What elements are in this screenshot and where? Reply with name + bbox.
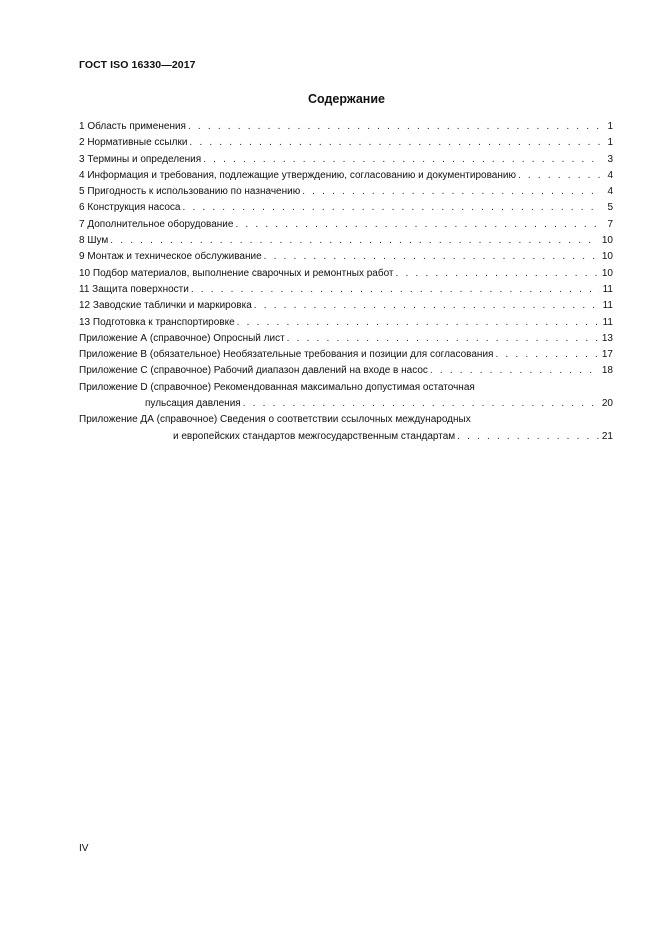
toc-entry[interactable]	[79, 233, 613, 249]
toc-entry-page: 4	[607, 186, 613, 198]
toc-entry-page: 10	[601, 235, 613, 247]
toc-entry-continuation[interactable]	[79, 396, 613, 412]
toc-entry-title: Приложение В (обязательное) Необязательные требования и позиции для согласования	[79, 349, 494, 361]
toc-entry-title: 13 Подготовка к транспортировке	[79, 316, 235, 328]
toc-entry[interactable]	[79, 315, 613, 331]
toc-entry-title: 6 Конструкция насоса	[79, 202, 181, 214]
toc-entry-title: 7 Дополнительное оборудование	[79, 218, 234, 230]
toc-entry-page: 13	[601, 332, 613, 344]
toc-entry[interactable]	[79, 217, 613, 233]
toc-entry-page: 17	[601, 349, 613, 361]
toc-entry-title: Приложение D (справочное) Рекомендованная максимально допустимая остаточная	[79, 381, 475, 393]
toc-leader-dots	[264, 249, 599, 265]
toc-leader-dots	[189, 135, 600, 151]
toc-entry[interactable]	[79, 135, 613, 151]
toc-entry[interactable]	[79, 168, 613, 184]
document-code: ГОСТ ISO 16330—2017	[79, 59, 196, 71]
toc-entry-page: 4	[607, 169, 613, 181]
toc-entry-title: 2 Нормативные ссылки	[79, 137, 188, 149]
toc-entry[interactable]	[79, 363, 613, 379]
toc-entry-title: 9 Монтаж и техническое обслуживание	[79, 251, 262, 263]
toc-leader-dots	[457, 429, 599, 445]
toc-entry-page: 5	[607, 202, 613, 214]
toc-leader-dots	[191, 282, 600, 298]
toc-leader-dots	[254, 298, 600, 314]
toc-entry-title: 10 Подбор материалов, выполнение сварочных и ремонтных работ	[79, 267, 394, 279]
toc-entry-page: 11	[602, 283, 613, 295]
toc-leader-dots	[188, 119, 600, 135]
toc-entry[interactable]	[79, 412, 613, 428]
toc-entry-page: 11	[602, 316, 613, 328]
toc-leader-dots	[110, 233, 599, 249]
toc-leader-dots	[430, 363, 599, 379]
toc-entry-title: 5 Пригодность к использованию по назначению	[79, 186, 301, 198]
toc-entry[interactable]	[79, 380, 613, 396]
toc-entry-page: 11	[602, 300, 613, 312]
toc-entry-title: 3 Термины и определения	[79, 153, 202, 165]
toc-entry-page: 21	[601, 430, 613, 442]
toc-leader-dots	[302, 184, 600, 200]
toc-leader-dots	[203, 152, 600, 168]
toc-entry[interactable]	[79, 184, 613, 200]
toc-entry-page: 7	[607, 218, 613, 230]
toc-entry-title: 1 Область применения	[79, 121, 186, 132]
toc-entry-continuation[interactable]	[79, 429, 613, 445]
toc-entry[interactable]	[79, 298, 613, 314]
toc-entry-title: Приложение ДА (справочное) Сведения о соответствии ссылочных международных	[79, 414, 471, 426]
toc-entry-page: 1	[607, 137, 613, 149]
toc-leader-dots	[495, 347, 598, 363]
toc-leader-dots	[182, 200, 600, 216]
toc-entry[interactable]	[79, 266, 613, 282]
page-number: IV	[79, 843, 89, 854]
toc-entry-title: 11 Защита поверхности	[79, 283, 189, 295]
table-of-contents	[79, 119, 613, 445]
toc-leader-dots	[396, 266, 599, 282]
toc-entry[interactable]	[79, 152, 613, 168]
toc-entry-title: Приложение А (справочное) Опросный лист	[79, 332, 285, 344]
toc-entry-title: Приложение С (справочное) Рабочий диапазон давлений на входе в насос	[79, 365, 428, 377]
toc-entry[interactable]	[79, 200, 613, 216]
toc-entry[interactable]	[79, 249, 613, 265]
toc-entry[interactable]	[79, 119, 613, 135]
toc-entry-page: 10	[601, 251, 613, 263]
toc-entry-title-continued: и европейских стандартов межгосударственным стандартам	[173, 430, 456, 442]
toc-entry-title: 12 Заводские таблички и маркировка	[79, 300, 252, 312]
toc-entry-page: 20	[601, 398, 613, 410]
toc-entry-title: 4 Информация и требования, подлежащие утверждению, согласованию и документированию	[79, 169, 516, 181]
toc-title: Содержание	[307, 92, 385, 106]
toc-entry[interactable]	[79, 282, 613, 298]
toc-entry-page: 10	[601, 267, 613, 279]
toc-entry[interactable]	[79, 331, 613, 347]
toc-entry-page: 1	[607, 121, 613, 132]
toc-entry-title-continued: пульсация давления	[145, 398, 241, 410]
toc-leader-dots	[287, 331, 599, 347]
toc-leader-dots	[518, 168, 600, 184]
toc-entry-title: 8 Шум	[79, 235, 109, 247]
toc-entry-page: 3	[607, 153, 613, 165]
toc-entry-page: 18	[601, 365, 613, 377]
toc-entry[interactable]	[79, 347, 613, 363]
toc-leader-dots	[243, 396, 599, 412]
toc-leader-dots	[237, 315, 600, 331]
toc-leader-dots	[235, 217, 600, 233]
